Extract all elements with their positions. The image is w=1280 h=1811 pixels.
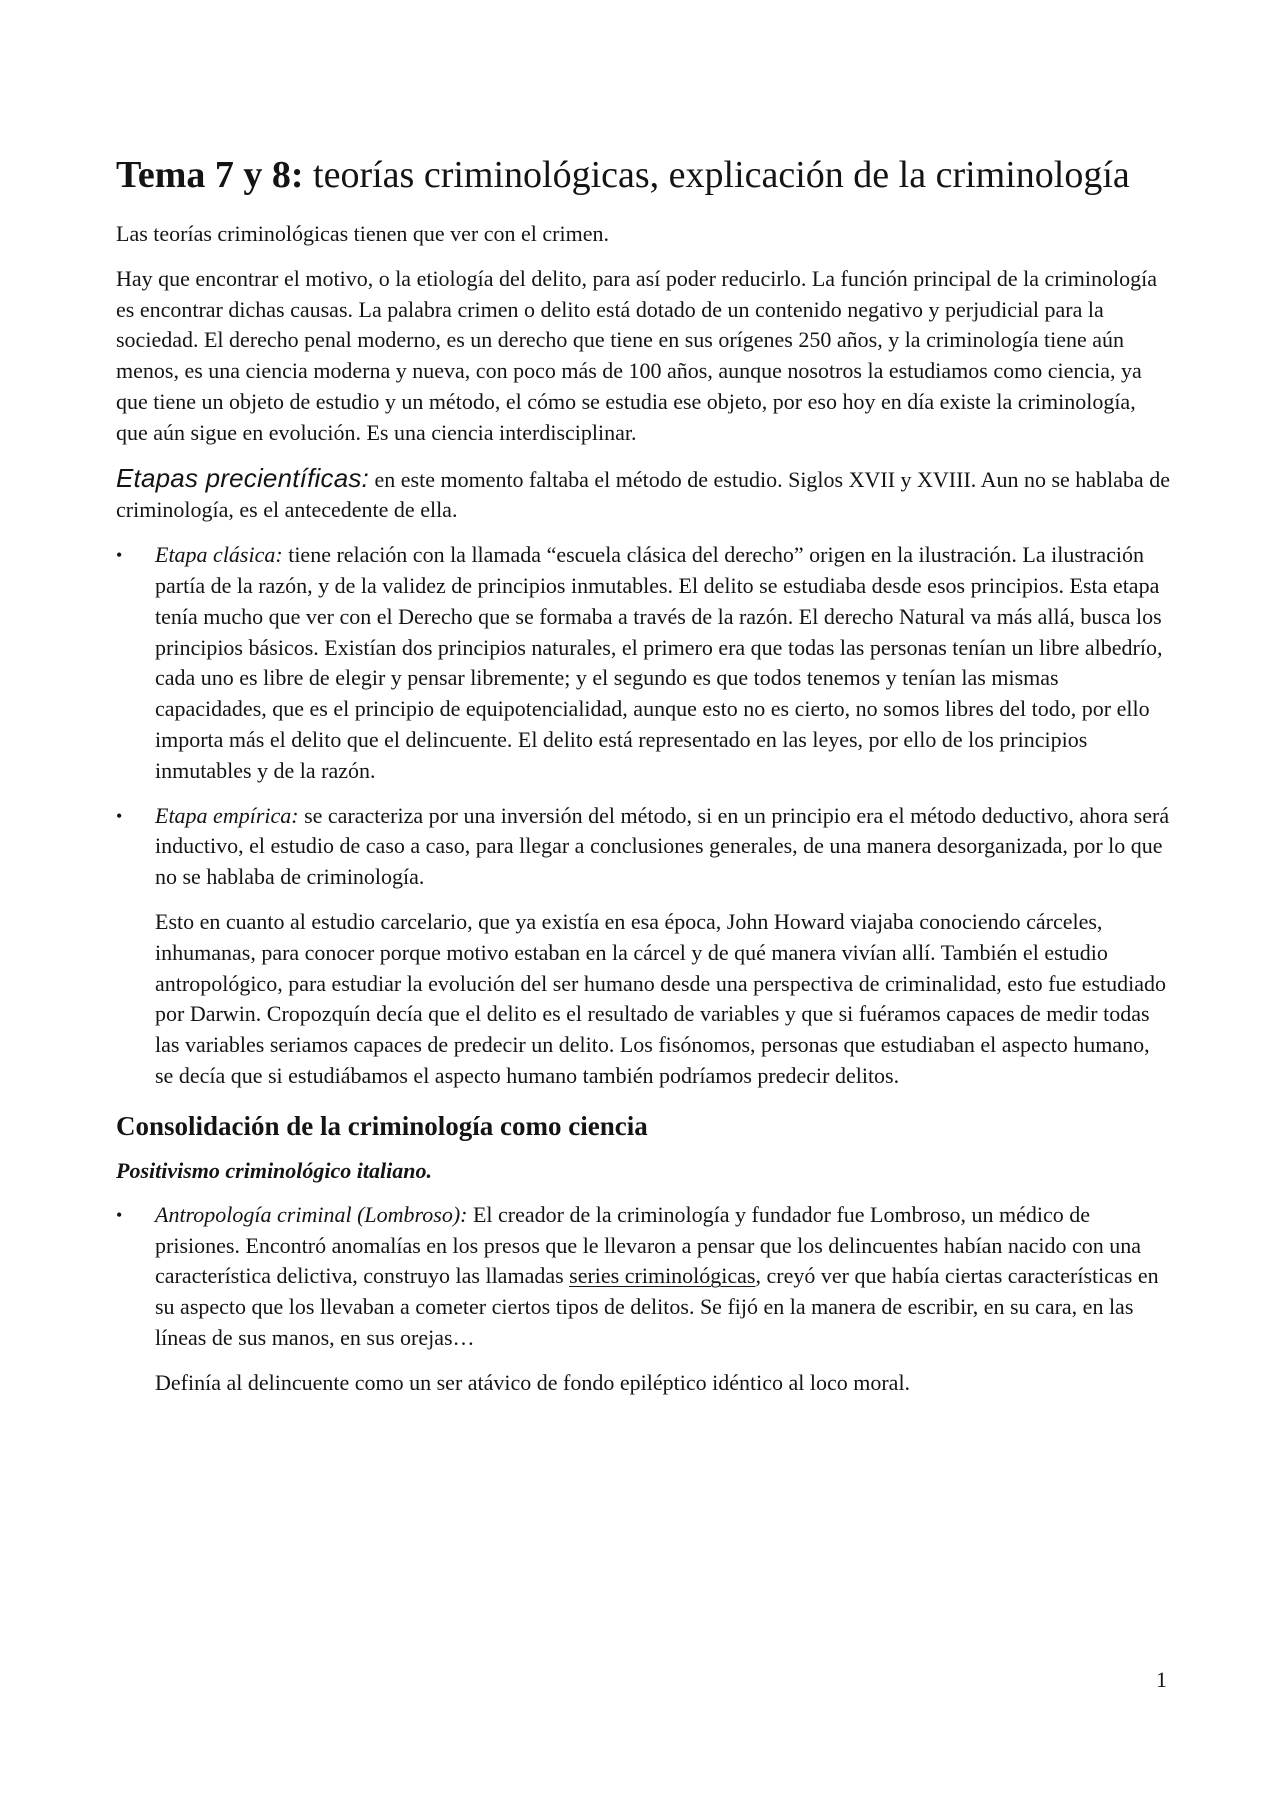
precientific-text: en este momento faltaba el método de estudio. Siglos XVII y XVIII. Aun no se hablaba de criminología, es el antecedente de ella. xyxy=(116,466,1170,523)
classical-stage-text: tiene relación con la llamada “escuela clásica del derecho” origen en la ilustración. La ilustración partía de la razón, y de la validez de principios inmutables. El delito se estudiaba desde esos principios. Esta etapa tenía mucho que ver con el Derecho que se formaba a través de la razón. El derecho Natural va más allá, busca los principios básicos. Existían dos principios naturales, el primero era que todas las personas tenían un libre albedrío, cada uno es libre de elegir y pensar libremente; y el segundo es que todos tenemos y tenían las mismas capacidades, que es el principio de equipotencialidad, aunque esto no es cierto, no somos libres del todo, por ello importa más el delito que el delincuente. El delito está representado en las leyes, por ello de los principios inmutables y de la razón. xyxy=(155,542,1163,783)
list-item-classical-stage xyxy=(116,540,1172,786)
empirical-stage-term: Etapa empírica: xyxy=(155,802,299,828)
stages-list xyxy=(116,540,1172,893)
title-text: teorías criminológicas, explicación de la criminología xyxy=(303,154,1130,196)
section-subheading: Positivismo criminológico italiano. xyxy=(116,1157,432,1183)
empirical-stage-text: se caracteriza por una inversión del método, si en un principio era el método deductivo, ahora será inductivo, el estudio de caso a caso, para llegar a conclusiones generales, de una manera desorganizada, por lo que no se hablaba de criminología. xyxy=(155,802,1170,890)
title-prefix: Tema 7 y 8: xyxy=(116,154,304,196)
criminal-anthropology-text-after: , creyó ver que había ciertas características en su aspecto que los llevaban a cometer ciertos tipos de delitos. Se fijó en la manera de escribir, en su cara, en las líneas de sus manos, en sus orejas… xyxy=(155,1263,1159,1350)
criminal-anthropology-text-before: El creador de la criminología y fundador fue Lombroso, un médico de prisiones. Encontró anomalías en los presos que le llevaron a pensar que los delincuentes habían nacido con una característica delictiva, construyo las llamadas xyxy=(155,1201,1142,1289)
classical-stage-term: Etapa clásica: xyxy=(155,542,283,568)
section-heading: Consolidación de la criminología como ciencia xyxy=(116,1110,648,1141)
series-criminologicas-underlined: series criminológicas xyxy=(569,1263,756,1289)
precientific-label: Etapas precientíficas: xyxy=(116,462,369,493)
intro-paragraph-2: Hay que encontrar el motivo, o la etiología del delito, para así poder reducirlo. La función principal de la criminología es encontrar dichas causas. La palabra crimen o delito está dotado de un contenido negativo y perjudicial para la sociedad. El derecho penal moderno, es un derecho que tiene en sus orígenes 250 años, y la criminología tiene aún menos, es una ciencia moderna y nueva, con poco más de 100 años, aunque nosotros la estudiamos como ciencia, ya que tiene un objeto de estudio y un método, el cómo se estudia ese objeto, por eso hoy en día existe la criminología, que aún sigue en evolución. Es una ciencia interdisciplinar. xyxy=(116,265,1157,445)
list-item-empirical-stage xyxy=(116,801,1172,893)
bullet-icon: • xyxy=(116,1204,123,1225)
intro-paragraph-1: Las teorías criminológicas tienen que ver con el crimen. xyxy=(116,221,609,246)
bullet-icon: • xyxy=(116,545,123,566)
page-number: 1 xyxy=(1156,1667,1167,1692)
list-item-criminal-anthropology xyxy=(116,1200,1172,1354)
criminal-anthropology-term: Antropología criminal (Lombroso): xyxy=(155,1201,468,1227)
bullet-icon: • xyxy=(116,805,123,826)
empirical-followup-paragraph: Esto en cuanto al estudio carcelario, que ya existía en esa época, John Howard viajaba conociendo cárceles, inhumanas, para conocer porque motivo estaban en la cárcel y de qué manera vivían allí. También el estudio antropológico, para estudiar la evolución del ser humano desde una perspectiva de criminalidad, esto fue estudiado por Darwin. Cropozquín decía que el delito es el resultado de variables y que si fuéramos capaces de medir todas las variables seriamos capaces de predecir un delito. Los fisónomos, personas que estudiaban el aspecto humano, se decía que si estudiábamos el aspecto humano también podríamos predecir delitos. xyxy=(155,908,1167,1088)
lombroso-followup-paragraph: Definía al delincuente como un ser atávico de fondo epiléptico idéntico al loco moral. xyxy=(155,1369,911,1395)
lombroso-list xyxy=(116,1200,1172,1354)
precientific-paragraph xyxy=(116,463,1172,527)
page-title xyxy=(116,150,1172,201)
